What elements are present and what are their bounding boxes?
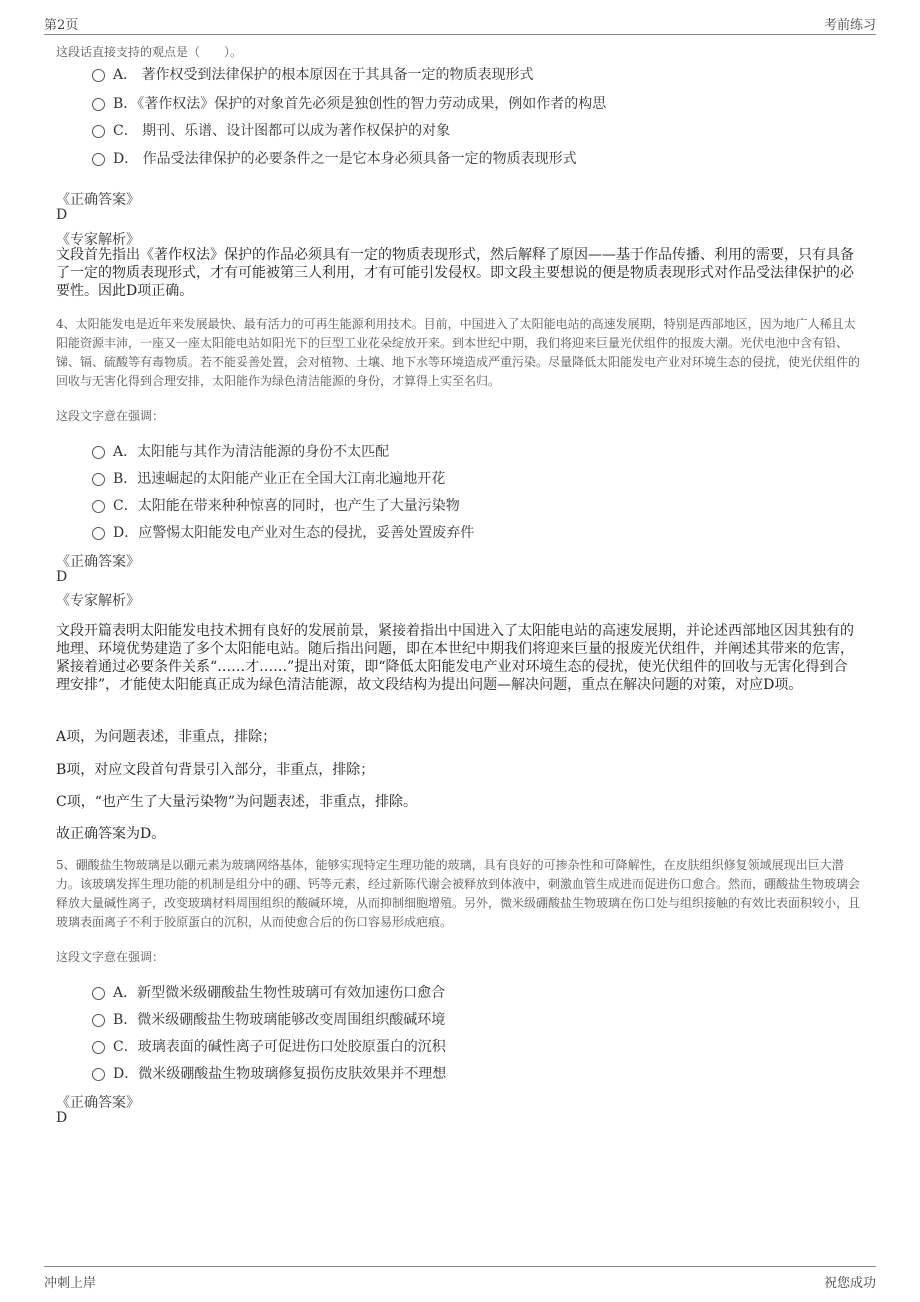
q4-solution-a: A项，为问题表述，非重点，排除； bbox=[56, 729, 277, 745]
q4-analysis-label: 《专家解析》 bbox=[56, 593, 140, 609]
q5-stem: 这段文字意在强调： bbox=[56, 950, 165, 964]
q4-passage: 4、太阳能发电是近年来发展最快、最有活力的可再生能源利用技术。目前，中国进入了太阳能电站的高速发展期，特别是西部地区，因为地广人稀且太阳能资源丰沛，一座又一座太阳能电站如阳光下的巨型工业花朵绽放开来。到本世纪中期，我们将迎来巨量光伏组件的报废大潮。光伏电池中含有铅、锑、镉、硫酸等有毒物质。若不能妥善处置，会对植物、土壤、地下水等环境造成严重污染。尽量降低太阳能发电产业对环境生态的侵扰，使光伏组件的回收与无害化得到合理安排，太阳能作为绿色清洁能源的身份，才算得上实至名归。 bbox=[56, 317, 861, 388]
q5-option-d[interactable]: D．微米级硼酸盐生物玻璃修复损伤皮肤效果并不理想 bbox=[92, 1063, 446, 1083]
q4-answer: D bbox=[56, 569, 68, 585]
q3-option-c[interactable]: C． 期刊、乐谱、设计图都可以成为著作权保护的对象 bbox=[92, 120, 450, 140]
q4-solution-c: C项，“也产生了大量污染物”为问题表述，非重点，排除。 bbox=[56, 794, 418, 810]
radio-icon[interactable] bbox=[92, 1068, 105, 1081]
radio-icon[interactable] bbox=[92, 98, 105, 111]
q3-analysis: 文段首先指出《著作权法》保护的作品必须具有一定的物质表现形式，然后解释了原因——基于作品传播、利用的需要，只有具备了一定的物质表现形式，才有可能被第三人利用，才有可能引发侵权。即文段主要想说的便是物质表现形式对作品受法律保护的必要性。因此D项正确。 bbox=[56, 247, 854, 299]
q3-answer-label: 《正确答案》 bbox=[56, 192, 140, 208]
q4-analysis: 文段开篇表明太阳能发电技术拥有良好的发展前景，紧接着指出中国进入了太阳能电站的高速发展期，并论述西部地区因其独有的地理、环境优势建造了多个太阳能电站。随后指出问题，即在本世纪中期我们将迎来巨量的报废光伏组件，并阐述其带来的危害，紧接着通过必要条件关系“……才……”提出对策，即“降低太阳能发电产业对环境生态的侵扰，使光伏组件的回收与无害化得到合理安排”，才能使太阳能真正成为绿色清洁能源，故文段结构为提出问题—解决问题，重点在解决问题的对策，对应D项。 bbox=[56, 623, 854, 693]
radio-icon[interactable] bbox=[92, 1041, 105, 1054]
q3-option-b[interactable]: B．《著作权法》保护的对象首先必须是独创性的智力劳动成果，例如作者的构思 bbox=[92, 93, 606, 113]
q4-answer-label: 《正确答案》 bbox=[56, 554, 140, 570]
radio-icon[interactable] bbox=[92, 69, 105, 82]
q4-option-c[interactable]: C．太阳能在带来种种惊喜的同时，也产生了大量污染物 bbox=[92, 495, 460, 515]
q4-option-b[interactable]: B．迅速崛起的太阳能产业正在全国大江南北遍地开花 bbox=[92, 468, 445, 488]
q3-analysis-label: 《专家解析》 bbox=[56, 232, 140, 248]
q5-option-a[interactable]: A．新型微米级硼酸盐生物性玻璃可有效加速伤口愈合 bbox=[92, 982, 445, 1002]
q5-answer-label: 《正确答案》 bbox=[56, 1095, 140, 1111]
q4-solution-conclusion: 故正确答案为D。 bbox=[56, 826, 166, 842]
radio-icon[interactable] bbox=[92, 446, 105, 459]
q3-option-a[interactable]: A． 著作权受到法律保护的根本原因在于其具备一定的物质表现形式 bbox=[92, 64, 534, 84]
page-header bbox=[44, 14, 876, 35]
footer-right: 祝您成功 bbox=[823, 1276, 876, 1291]
q4-stem: 这段文字意在强调： bbox=[56, 409, 165, 423]
q4-option-a[interactable]: A．太阳能与其作为清洁能源的身份不太匹配 bbox=[92, 441, 389, 461]
q4-solution-b: B项，对应文段首句背景引入部分，非重点，排除； bbox=[56, 762, 375, 778]
q5-passage: 5、硼酸盐生物玻璃是以硼元素为玻璃网络基体，能够实现特定生理功能的玻璃，具有良好的可掺杂性和可降解性，在皮肤组织修复领域展现出巨大潜力。该玻璃发挥生理功能的机制是组分中的硼、钙等元素，经过新陈代谢会被释放到体液中，刺激血管生成进而促进伤口愈合。然而，硼酸盐生物玻璃会释放大量碱性离子，改变玻璃材料周围组织的酸碱环境，从而抑制细胞增殖。另外，微米级硼酸盐生物玻璃在伤口处与组织接触的有效比表面积较小，且玻璃表面离子不利于胶原蛋白的沉积，从而使愈合后的伤口容易形成疤痕。 bbox=[56, 858, 861, 929]
page-number: 第2页 bbox=[44, 18, 79, 33]
radio-icon[interactable] bbox=[92, 500, 105, 513]
q5-option-b[interactable]: B．微米级硼酸盐生物玻璃能够改变周围组织酸碱环境 bbox=[92, 1009, 445, 1029]
radio-icon[interactable] bbox=[92, 153, 105, 166]
q3-answer: D bbox=[56, 207, 68, 223]
footer-left: 冲刺上岸 bbox=[44, 1276, 97, 1291]
q3-stem: 这段话直接支持的观点是（ ）。 bbox=[56, 45, 243, 59]
radio-icon[interactable] bbox=[92, 1014, 105, 1027]
q4-option-d[interactable]: D．应警惕太阳能发电产业对生态的侵扰，妥善处置废弃件 bbox=[92, 522, 474, 542]
q5-option-c[interactable]: C．玻璃表面的碱性离子可促进伤口处胶原蛋白的沉积 bbox=[92, 1036, 446, 1056]
radio-icon[interactable] bbox=[92, 527, 105, 540]
radio-icon[interactable] bbox=[92, 473, 105, 486]
q5-answer: D bbox=[56, 1110, 68, 1126]
radio-icon[interactable] bbox=[92, 125, 105, 138]
q3-option-d[interactable]: D． 作品受法律保护的必要条件之一是它本身必须具备一定的物质表现形式 bbox=[92, 148, 577, 168]
page-footer bbox=[44, 1266, 876, 1289]
radio-icon[interactable] bbox=[92, 987, 105, 1000]
header-title: 考前练习 bbox=[823, 18, 876, 33]
